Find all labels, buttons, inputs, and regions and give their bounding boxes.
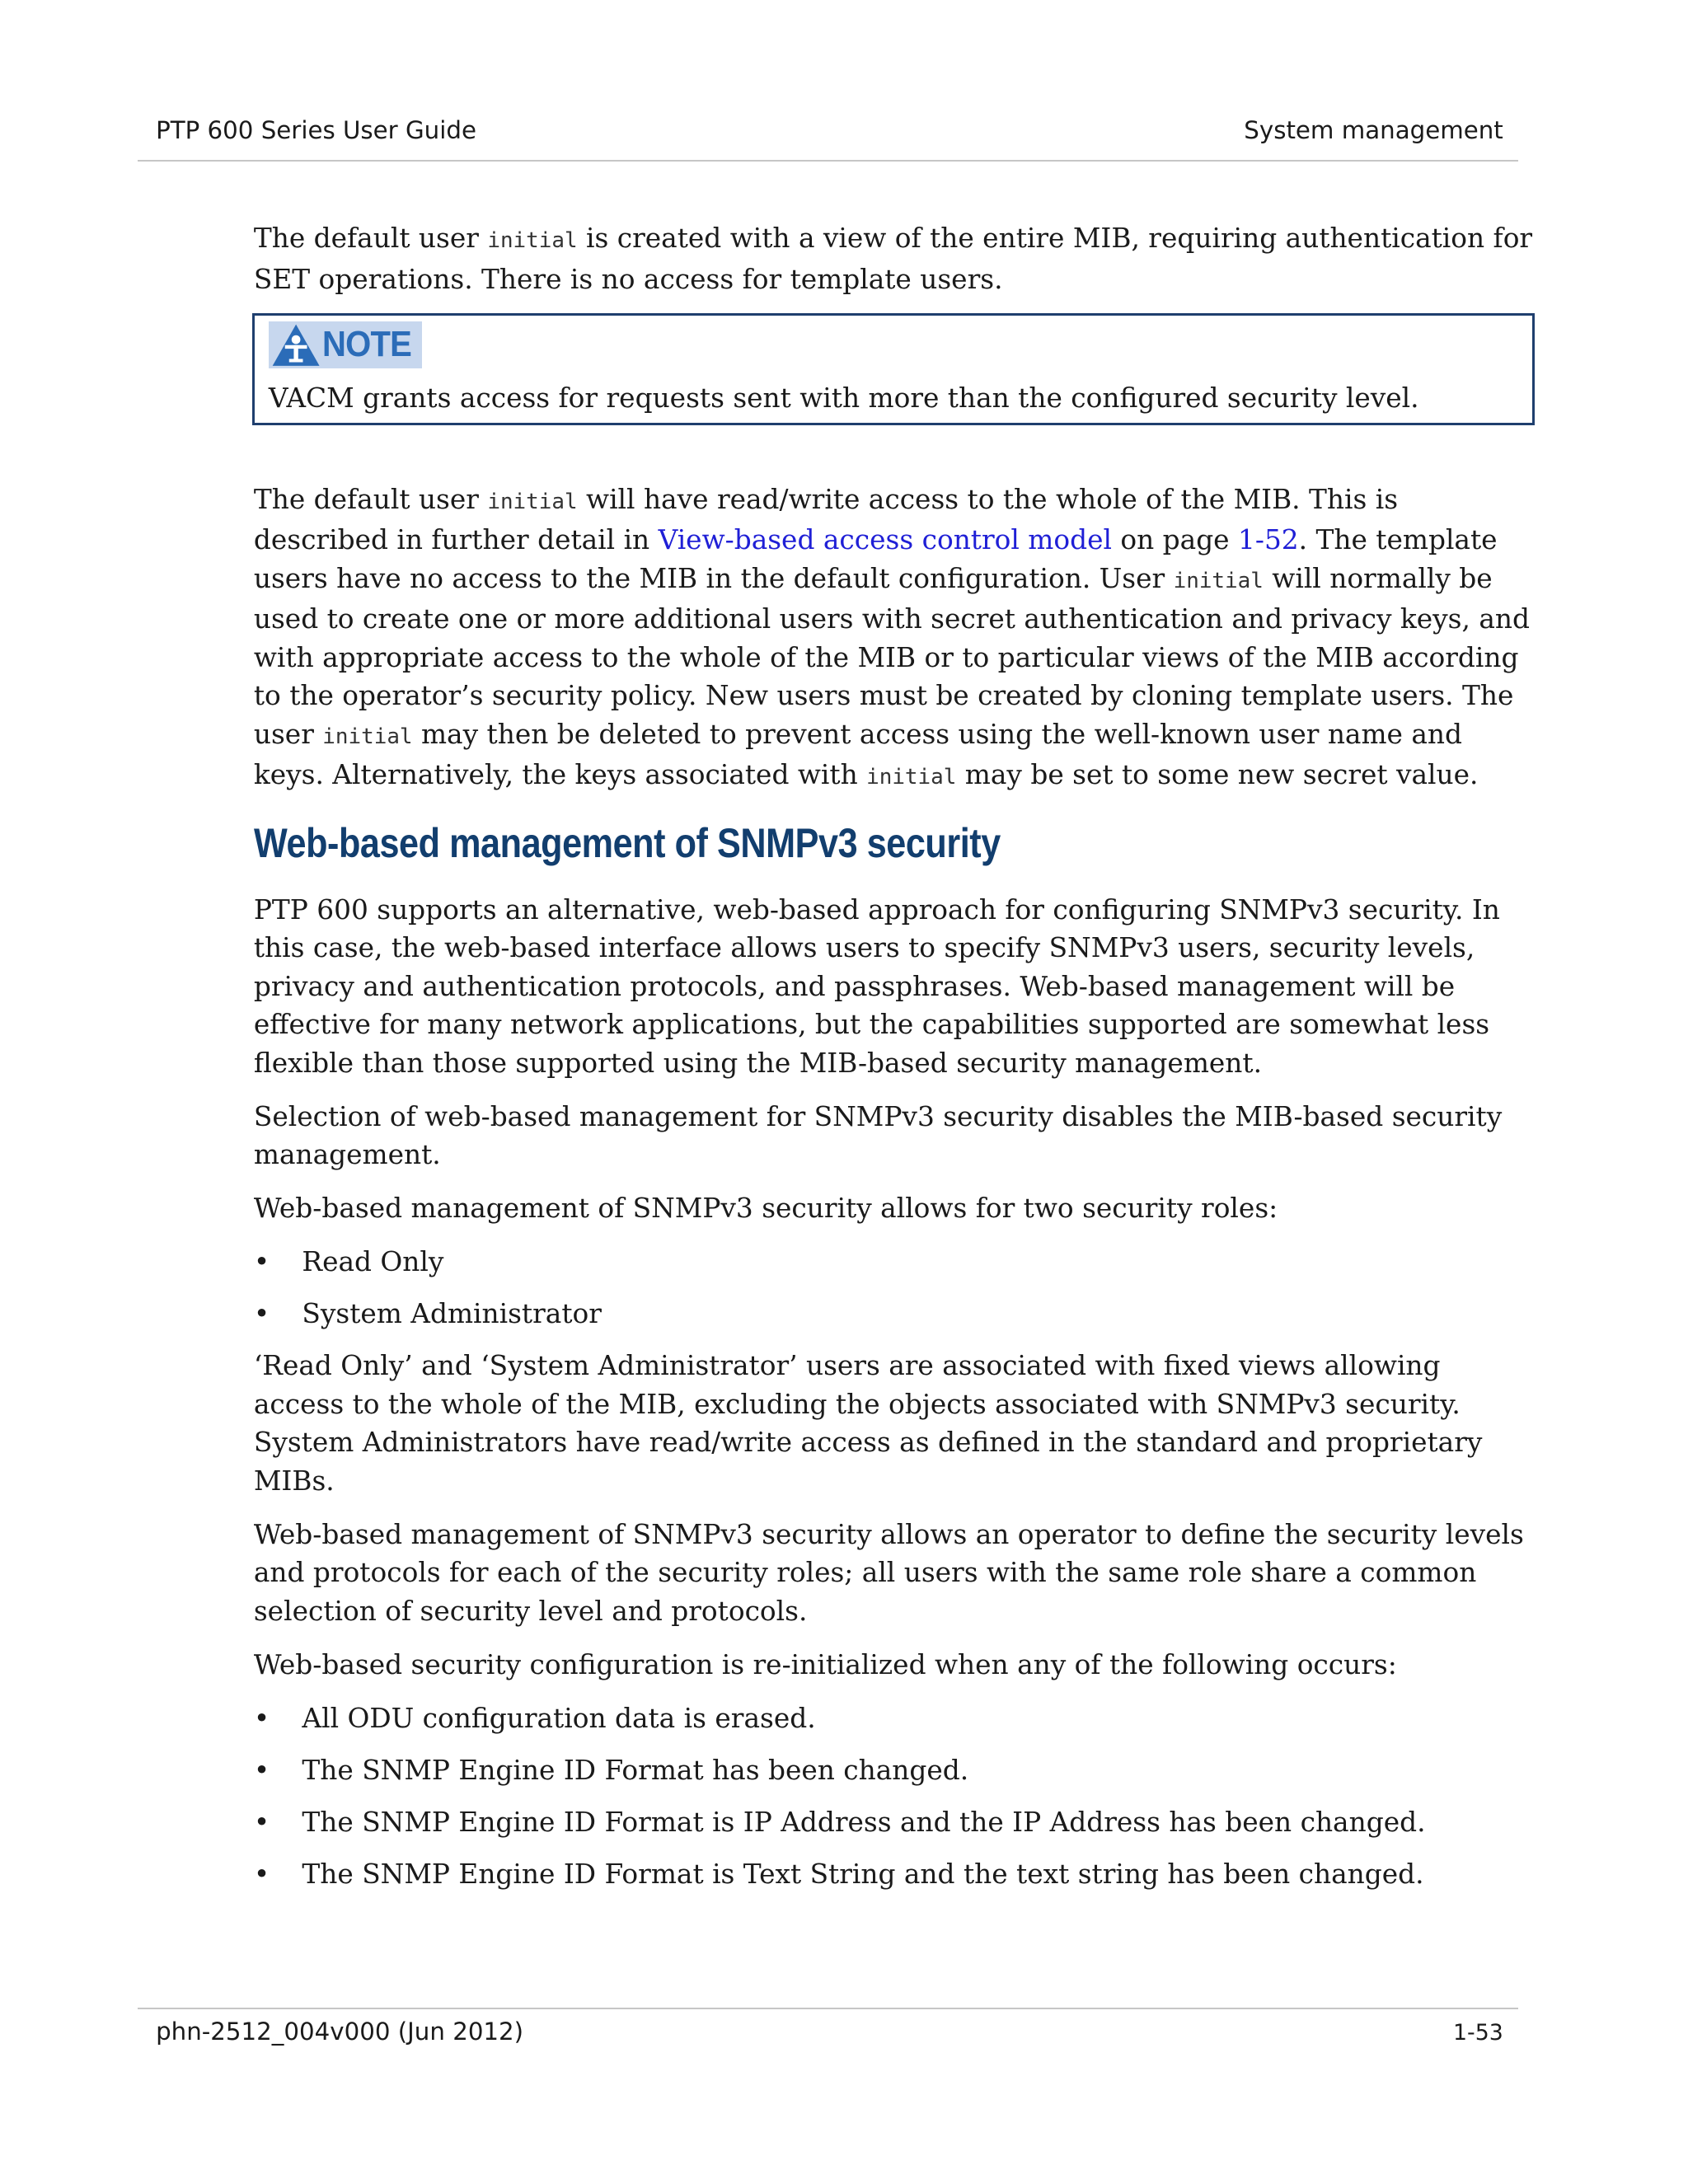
list-item-text: Read Only bbox=[302, 1245, 444, 1277]
code-initial: initial bbox=[1173, 568, 1264, 593]
running-header-section: System management bbox=[1244, 115, 1503, 144]
note-box bbox=[252, 313, 1535, 424]
running-header-title: PTP 600 Series User Guide bbox=[156, 115, 476, 144]
intro-paragraph bbox=[254, 219, 1536, 298]
code-initial: initial bbox=[487, 489, 578, 514]
footer-rule bbox=[138, 2008, 1518, 2009]
link-page-1-52[interactable]: 1-52 bbox=[1238, 524, 1299, 556]
default-user-paragraph bbox=[254, 480, 1536, 797]
header-rule bbox=[138, 160, 1518, 162]
page-content bbox=[254, 219, 1536, 1908]
bullet-icon: • bbox=[253, 1298, 270, 1330]
link-vacm-section[interactable]: View-based access control model bbox=[658, 524, 1112, 556]
text-run: will normally be used to create one or more additional users with secret authentication and privacy keys, and with appropriate access to the whole of the MIB or to particular views of the MIB according to the operator’s security policy. New users must be created by cloning template users. The user bbox=[253, 562, 1530, 750]
list-item-text: All ODU configuration data is erased. bbox=[302, 1702, 816, 1734]
code-initial: initial bbox=[487, 228, 578, 254]
text-run: on page bbox=[1111, 524, 1239, 556]
list-item-text: System Administrator bbox=[302, 1298, 602, 1330]
body-paragraph: Web-based management of SNMPv3 security allows for two security roles: bbox=[253, 1192, 1278, 1224]
list-item bbox=[254, 1699, 1536, 1738]
note-badge bbox=[269, 321, 422, 368]
list-item bbox=[254, 1803, 1536, 1842]
body-paragraph: Web-based management of SNMPv3 security allows an operator to define the security levels and protocols for each of the security roles; all users with the same role share a common selection of security level and protocols. bbox=[253, 1518, 1524, 1627]
footer-page-number: 1-53 bbox=[1453, 2020, 1503, 2046]
body-paragraph: Selection of web-based management for SNMPv3 security disables the MIB-based security management. bbox=[253, 1100, 1503, 1171]
bullet-icon: • bbox=[253, 1702, 270, 1734]
section-heading: Web-based management of SNMPv3 security bbox=[253, 819, 1001, 866]
warning-triangle-icon bbox=[271, 323, 321, 368]
roles-list bbox=[254, 1243, 1536, 1333]
bullet-icon: • bbox=[253, 1754, 270, 1786]
text-run: . The template users have no access to the MIB in the default configuration. User bbox=[253, 524, 1498, 594]
list-item-text: The SNMP Engine ID Format has been changed. bbox=[302, 1754, 969, 1786]
list-item bbox=[254, 1751, 1536, 1790]
note-label: NOTE bbox=[322, 325, 412, 365]
code-initial: initial bbox=[322, 724, 413, 749]
body-paragraph: Web-based security configuration is re-initialized when any of the following occurs: bbox=[253, 1648, 1397, 1680]
code-initial: initial bbox=[866, 765, 957, 790]
text-run: may then be deleted to prevent access using the well-known user name and keys. Alternatively, the keys associated with bbox=[253, 718, 1463, 791]
text-run: is created with a view of the entire MIB, requiring authentication for SET operations. There is no access for template users. bbox=[253, 223, 1533, 295]
bullet-icon: • bbox=[253, 1858, 270, 1891]
body-paragraph: PTP 600 supports an alternative, web-based approach for configuring SNMPv3 security. In this case, the web-based interface allows users to specify SNMPv3 users, security levels, privacy and authentication protocols, and passphrases. Web-based management will be effective for many network applications, but the capabilities supported are somewhat less flexible than those supported using the MIB-based security management. bbox=[253, 893, 1500, 1079]
text-run: will have read/write access to the whole of the MIB. This is described in further detail in bbox=[253, 483, 1399, 556]
text-run: The default user bbox=[253, 483, 488, 515]
body-paragraph: ‘Read Only’ and ‘System Administrator’ users are associated with fixed views allowing access to the whole of the MIB, excluding the objects associated with SNMPv3 security. System Administrators have read/write access as defined in the standard and proprietary MIBs. bbox=[253, 1350, 1483, 1497]
list-item-text: The SNMP Engine ID Format is IP Address and the IP Address has been changed. bbox=[302, 1807, 1426, 1839]
note-text: VACM grants access for requests sent with more than the configured security level. bbox=[268, 382, 1419, 414]
list-item bbox=[254, 1855, 1536, 1894]
list-item bbox=[254, 1295, 1536, 1333]
footer-doc-id: phn-2512_004v000 (Jun 2012) bbox=[156, 2017, 524, 2046]
bullet-icon: • bbox=[253, 1245, 270, 1277]
text-run: may be set to some new secret value. bbox=[956, 759, 1479, 791]
list-item bbox=[254, 1243, 1536, 1282]
text-run: The default user bbox=[253, 223, 488, 255]
conditions-list bbox=[254, 1699, 1536, 1894]
bullet-icon: • bbox=[253, 1807, 270, 1839]
list-item-text: The SNMP Engine ID Format is Text String and the text string has been changed. bbox=[302, 1858, 1424, 1891]
